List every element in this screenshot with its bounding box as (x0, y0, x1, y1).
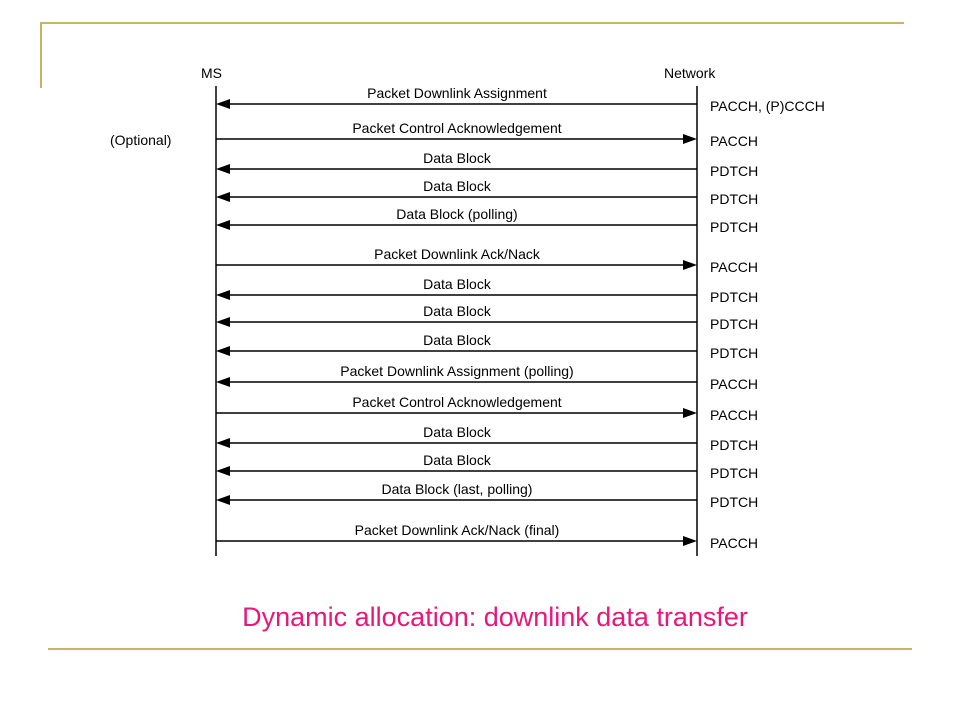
channel-label: PDTCH (710, 191, 759, 207)
message-label: Data Block (423, 150, 491, 166)
message-label: Data Block (polling) (396, 206, 518, 222)
channel-label: PDTCH (710, 163, 759, 179)
channel-label: PDTCH (710, 465, 759, 481)
message-label: Packet Downlink Ack/Nack (374, 246, 540, 262)
message-arrow-head (216, 466, 230, 476)
message-label: Packet Control Acknowledgement (352, 120, 562, 136)
message-label: Packet Downlink Assignment (polling) (340, 363, 574, 379)
message-label: Packet Control Acknowledgement (352, 394, 562, 410)
message-label: Packet Downlink Ack/Nack (final) (354, 522, 560, 538)
channel-label: PACCH (710, 376, 758, 392)
message-arrow-head (683, 408, 697, 418)
message-label: Data Block (423, 452, 491, 468)
message-arrow-head (216, 99, 230, 109)
message-arrow-head (216, 220, 230, 230)
message-arrow-head (683, 260, 697, 270)
channel-label: PDTCH (710, 316, 759, 332)
message-arrow-head (216, 317, 230, 327)
message-arrow-head (216, 495, 230, 505)
channel-label: PDTCH (710, 289, 759, 305)
message-label: Data Block (423, 178, 491, 194)
message-arrow-head (216, 346, 230, 356)
network-entity-label: Network (664, 65, 716, 81)
optional-note: (Optional) (110, 132, 172, 148)
message-label: Data Block (last, polling) (381, 481, 533, 497)
diagram-caption: Dynamic allocation: downlink data transfer (242, 602, 748, 632)
ms-entity-label: MS (201, 65, 222, 81)
message-label: Packet Downlink Assignment (367, 85, 547, 101)
message-arrow-head (683, 134, 697, 144)
message-arrow-head (216, 164, 230, 174)
message-arrow-head (216, 192, 230, 202)
channel-label: PACCH, (P)CCCH (710, 98, 825, 114)
message-arrow-head (216, 377, 230, 387)
message-label: Data Block (423, 424, 491, 440)
channel-label: PACCH (710, 535, 758, 551)
message-label: Data Block (423, 276, 491, 292)
channel-label: PDTCH (710, 345, 759, 361)
message-arrow-head (216, 438, 230, 448)
channel-label: PACCH (710, 259, 758, 275)
channel-label: PDTCH (710, 219, 759, 235)
message-label: Data Block (423, 332, 491, 348)
channel-label: PDTCH (710, 494, 759, 510)
channel-label: PACCH (710, 133, 758, 149)
message-arrow-head (683, 536, 697, 546)
message-arrow-head (216, 290, 230, 300)
channel-label: PDTCH (710, 437, 759, 453)
channel-label: PACCH (710, 407, 758, 423)
message-label: Data Block (423, 303, 491, 319)
